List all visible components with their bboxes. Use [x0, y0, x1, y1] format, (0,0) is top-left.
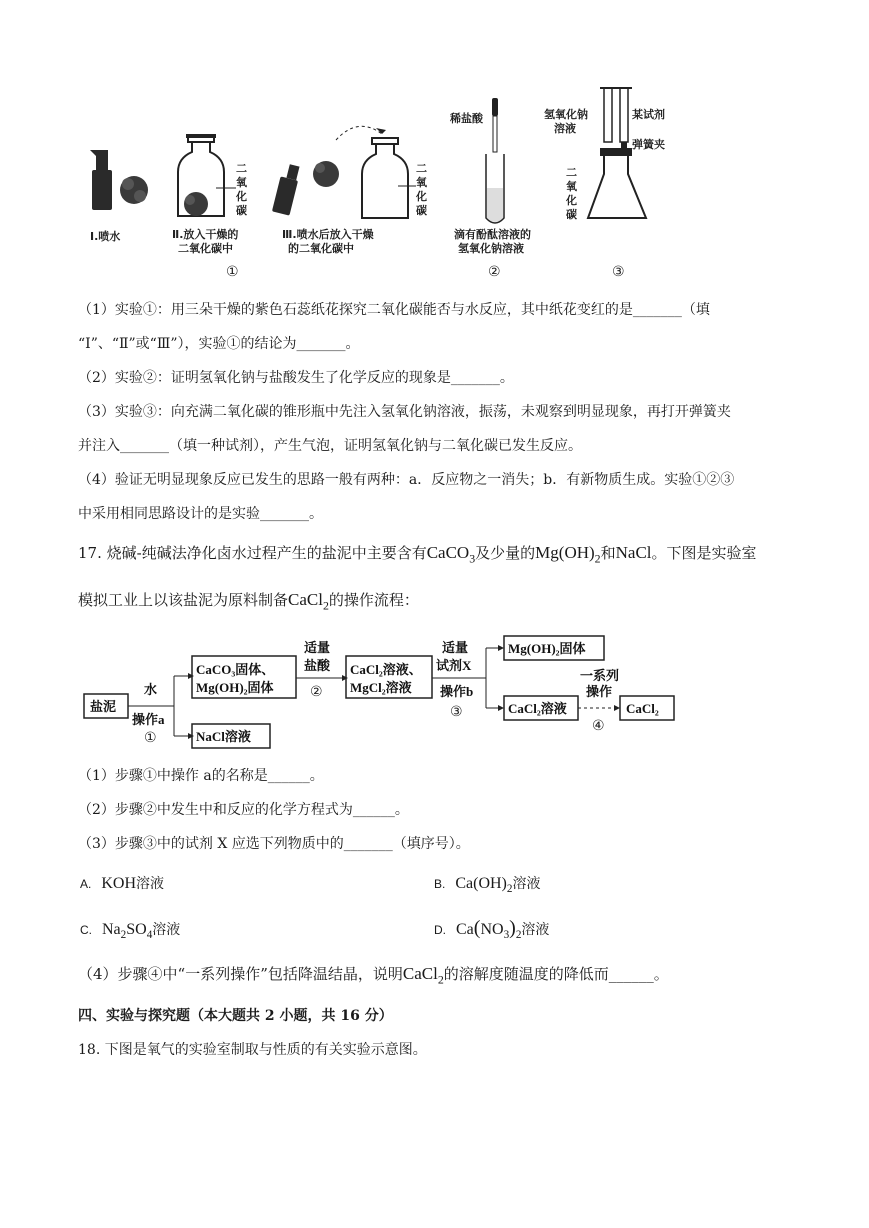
flow-mg-solid: Mg(OH)₂固体: [508, 641, 586, 656]
spray-bottle-icon: [90, 150, 112, 210]
dropper-icon: [492, 98, 498, 152]
conical-flask-icon: [588, 148, 646, 218]
reagent-label: 某试剂: [632, 108, 665, 121]
flow-cacl-sol: CaCl₂溶液: [508, 701, 567, 716]
flask2-label-a: 滴有酚酞溶液的: [454, 228, 531, 241]
flow-nacl: NaCl溶液: [196, 729, 251, 744]
flow-product: CaCl₂: [626, 701, 659, 716]
q17-intro-text6: 的操作流程：: [328, 591, 419, 609]
q17-part1: （1）步骤①中操作 a的名称是______。: [78, 768, 324, 784]
co2-label-3c: 化: [566, 194, 577, 207]
flow-step3: ③: [450, 704, 463, 720]
co2-label-1d: 碳: [236, 204, 247, 217]
exp3-marker: ③: [612, 264, 625, 280]
label-III-a: Ⅲ.喷水后放入干燥: [282, 228, 374, 241]
q16-part3-line1: （3）实验③：向充满二氧化碳的锥形瓶中先注入氢氧化钠溶液，振荡，未观察到明显现象，再打开弹簧夹: [78, 404, 731, 420]
flow-series-a: 一系列: [580, 668, 620, 683]
q17-intro-text1: 17. 烧碱-纯碱法净化卤水过程产生的盐泥中主要含有: [78, 544, 427, 562]
q17-intro-text3: 和: [600, 544, 616, 562]
option-d[interactable]: D. $Ca(NO_3)_2$溶液: [434, 917, 550, 942]
option-b[interactable]: B. $Ca(OH)_2$溶液: [434, 875, 541, 896]
co2-label-1c: 化: [236, 190, 247, 203]
gas-jar-icon: [362, 138, 408, 218]
flow-op-b: 操作b: [440, 684, 474, 699]
flow-reag-a: 适量: [442, 640, 469, 655]
flow-series-b: 操作: [586, 684, 613, 699]
q18-text: 18. 下图是氧气的实验室制取与性质的有关实验示意图。: [78, 1042, 427, 1058]
test-tube-icon: [486, 154, 504, 223]
q17-intro-text5: 模拟工业上以该盐泥为原料制备: [78, 591, 289, 609]
formula-cacl2-b: CaCl$_2$: [402, 964, 444, 987]
flask2-label-b: 氢氧化钠溶液: [458, 242, 524, 255]
flow-reag-b: 试剂X: [436, 658, 472, 673]
option-c[interactable]: C. $Na_2SO_4$溶液: [80, 921, 181, 942]
process-flow-diagram: [80, 632, 680, 754]
spray-bottle-icon: [272, 164, 300, 215]
q16-part1-line2: “Ⅰ”、“Ⅱ”或“Ⅲ”），实验①的结论为_______。: [78, 336, 360, 352]
hcl-label: 稀盐酸: [450, 112, 483, 125]
q16-part2: （2）实验②：证明氢氧化钠与盐酸发生了化学反应的现象是_______。: [78, 370, 514, 386]
exp2-marker: ②: [488, 264, 501, 280]
co2-label-2d: 碳: [416, 204, 427, 217]
q17-part4: （4）步骤④中“一系列操作”包括降温结晶，说明CaCl$_2$的溶解度随温度的降低而______。: [78, 964, 669, 987]
q17-part3: （3）步骤③中的试剂 X 应选下列物质中的_______（填序号）。: [78, 836, 470, 852]
formula-caco3: CaCO$_3$: [426, 543, 476, 566]
flow-box2-a: CaCl₂溶液、: [350, 662, 422, 677]
q16-part4-line1: （4）验证无明显现象反应已发生的思路一般有两种：a．反应物之一消失；b．有新物质生成。实验①②③: [78, 472, 735, 488]
co2-label-2a: 二: [416, 162, 427, 175]
paper-flower-icon: [184, 192, 208, 216]
flow-step2: ②: [310, 684, 323, 700]
section-heading: 四、实验与探究题（本大题共 2 小题，共 16 分）: [78, 1008, 393, 1024]
flow-box1-a: CaCO₃固体、: [196, 662, 275, 677]
flow-box1-b: Mg(OH)₂固体: [196, 680, 274, 695]
flow-water: 水: [144, 682, 158, 697]
naoh-label-b: 溶液: [554, 122, 576, 135]
q16-part4-line2: 中采用相同思路设计的是实验_______。: [78, 506, 323, 522]
co2-label-1a: 二: [236, 162, 247, 175]
flow-acid-b: 盐酸: [304, 658, 331, 673]
clamp-label: 弹簧夹: [632, 138, 665, 151]
label-II-b: 二氧化碳中: [178, 242, 233, 255]
q17-part2: （2）步骤②中发生中和反应的化学方程式为______。: [78, 802, 409, 818]
co2-label-3d: 碳: [566, 208, 577, 221]
q17-intro-text2: 及少量的: [475, 544, 536, 562]
q17-intro-line2: [78, 590, 419, 615]
flow-box2-b: MgCl₂溶液: [350, 680, 412, 695]
paper-flower-icon: [120, 176, 148, 204]
syringe-icon: [616, 88, 632, 148]
flow-step1: ①: [144, 730, 157, 746]
experiment-figure: [86, 78, 686, 286]
co2-label-2c: 化: [416, 190, 427, 203]
option-a[interactable]: A. KOH溶液: [80, 875, 165, 892]
co2-label-1b: 氧: [236, 176, 247, 189]
co2-label-2b: 氧: [416, 176, 427, 189]
co2-label-3b: 氧: [566, 180, 577, 193]
formula-nacl: NaCl: [615, 543, 652, 562]
formula-cacl2: CaCl$_2$: [288, 590, 329, 613]
label-I: Ⅰ.喷水: [90, 230, 121, 243]
label-III-b: 的二氧化碳中: [288, 242, 354, 255]
naoh-label-a: 氢氧化钠: [544, 108, 588, 121]
q17-intro-text4: 。下图是实验室: [651, 544, 757, 562]
exp1-marker: ①: [226, 264, 239, 280]
flow-step4: ④: [592, 718, 605, 734]
label-II-a: Ⅱ.放入干燥的: [172, 228, 239, 241]
flow-acid-a: 适量: [304, 640, 331, 655]
syringe-icon: [600, 88, 616, 142]
q16-part3-line2: 并注入_______（填一种试剂），产生气泡，证明氢氧化钠与二氧化碳已发生反应。: [78, 438, 582, 454]
q17-intro-line1: [78, 543, 757, 568]
co2-label-3a: 二: [566, 166, 577, 179]
flow-start-text: 盐泥: [90, 699, 117, 714]
paper-flower-icon: [313, 161, 339, 187]
q16-part1-line1: （1）实验①：用三朵干燥的紫色石蕊纸花探究二氧化碳能否与水反应，其中纸花变红的是_______（填: [78, 302, 710, 318]
flow-op-a: 操作a: [132, 712, 165, 727]
formula-mgoh2: $Mg(OH)_2$: [535, 543, 601, 566]
